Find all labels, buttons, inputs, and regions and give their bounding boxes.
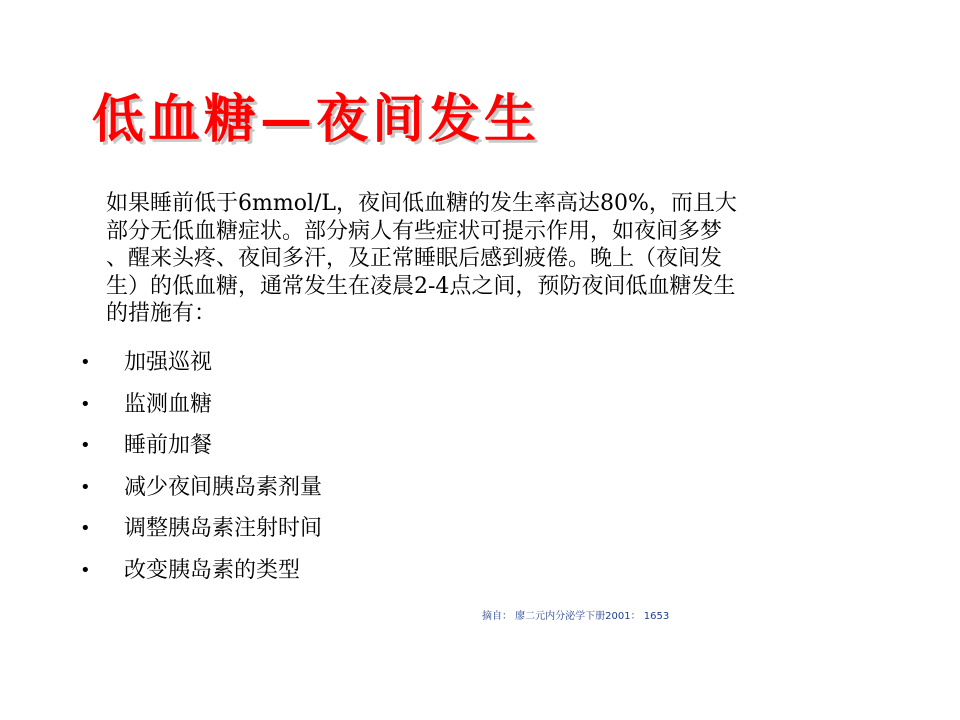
intro-line: 、醒来头疼、夜间多汗，及正常睡眠后感到疲倦。晚上（夜间发	[106, 246, 723, 271]
intro-line: 的措施有：	[106, 301, 217, 326]
bullet-text: 减少夜间胰岛素剂量	[124, 474, 323, 500]
slide-title: 低血糖—夜间发生	[92, 89, 541, 150]
bullet-item	[80, 473, 322, 515]
bullet-icon: •	[80, 559, 91, 581]
bullet-item	[80, 431, 322, 473]
bullet-text: 调整胰岛素注射时间	[124, 516, 323, 541]
bullet-text: 改变胰岛素的类型	[124, 557, 301, 583]
intro-paragraph	[106, 190, 891, 328]
bullet-item	[80, 348, 322, 390]
intro-line: 生）的低血糖，通常发生在凌晨2-4点之间，预防夜间低血糖发生	[106, 273, 736, 299]
bullet-text: 监测血糖	[124, 391, 213, 417]
bullet-item	[80, 514, 322, 556]
bullet-icon: •	[80, 393, 91, 415]
intro-line: 如果睡前低于6mmol/L，夜间低血糖的发生率高达80%，而且大	[106, 191, 737, 216]
source-citation: 摘自： 廖二元内分泌学下册2001： 1653	[482, 611, 670, 622]
bullet-item	[80, 556, 322, 598]
bullet-icon: •	[80, 435, 91, 456]
bullet-text: 睡前加餐	[124, 433, 213, 458]
bullet-icon: •	[80, 518, 91, 539]
bullet-icon: •	[80, 352, 91, 373]
prevention-bullet-list	[80, 348, 322, 597]
bullet-icon: •	[80, 476, 91, 498]
bullet-item	[80, 390, 322, 432]
bullet-text: 加强巡视	[124, 350, 213, 375]
intro-line: 部分无低血糖症状。部分病人有些症状可提示作用，如夜间多梦	[106, 218, 723, 244]
